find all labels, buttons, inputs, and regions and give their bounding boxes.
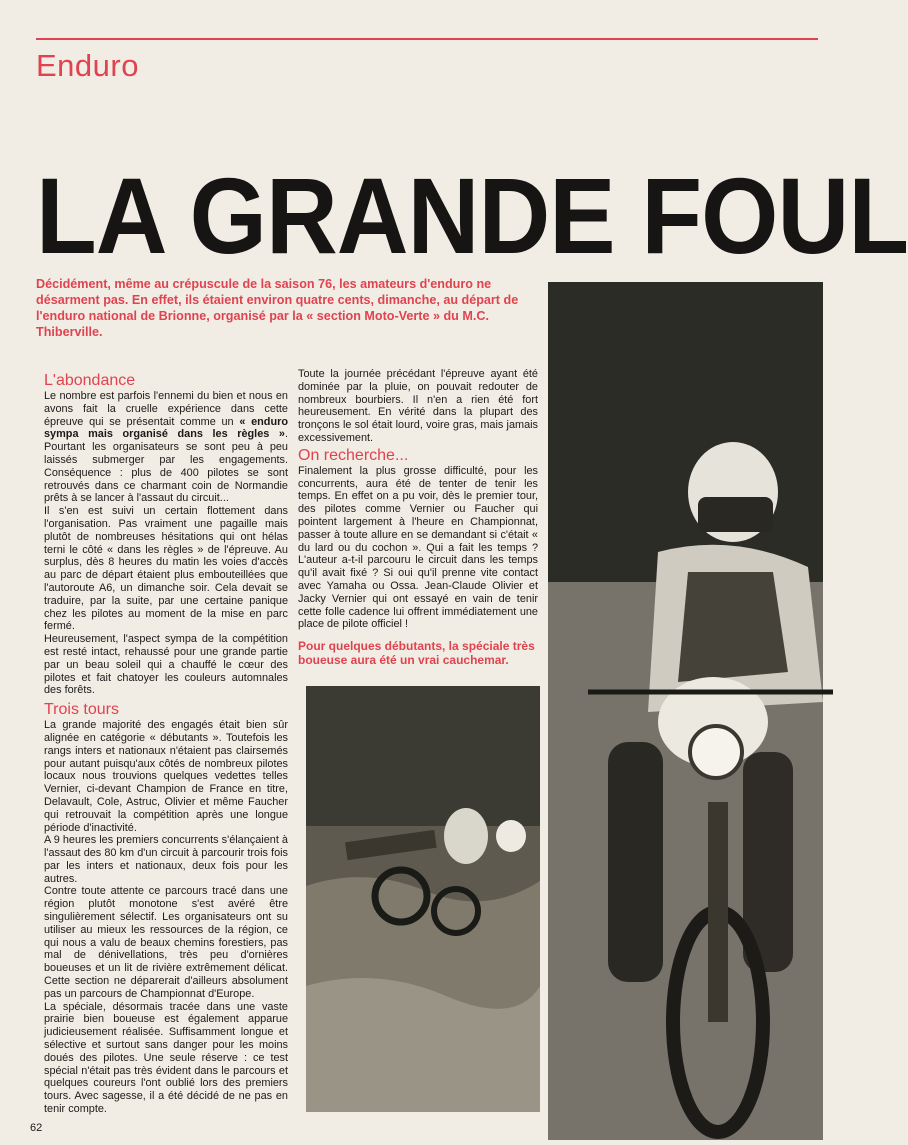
paragraph: La grande majorité des engagés était bien sûr alignée en catégorie « débutants ». Toutefois les rangs inters et nationaux n'étaient pas clairsemés pour autant puisqu'aux côtés de nombreux pilotes locaux nous trouvions quelques vedettes telles Vernier, ci-devant Champion de France en titre, Delavault, Cole, Astruc, Olivier et même Faucher qui retrouvait la compétition après une longue période d'inactivité. bbox=[44, 719, 288, 834]
headline: LA GRANDE FOUL bbox=[36, 155, 908, 276]
page-number: 62 bbox=[30, 1122, 43, 1134]
photo-caption: Pour quelques débutants, la spéciale très boueuse aura été un vrai cauchemar. bbox=[298, 639, 535, 668]
paragraph: Contre toute attente ce parcours tracé dans une région plutôt monotone s'est avéré être singulièrement sélectif. Les organisateurs ont su utiliser au mieux les ressources de la région, ce qui nous a valu de beaux chemins forestiers, pas mal de dénivellations, très peu d'ornières boueuses et un lit de rivière extrêmement délicat. Cette section ne déparerait d'ailleurs absolument pas un parcours de Championnat d'Europe. bbox=[44, 885, 288, 1000]
photo-rider-portrait bbox=[548, 282, 823, 1140]
paragraph: Finalement la plus grosse difficulté, pour les concurrents, aura été de tenter de tenir les temps. En effet on a pu voir, dès le premier tour, des pilotes comme Vernier ou Faucher qui pointent largement à l'heure en Championnat, passer à toute allure en se demandant si c'était « du lard ou du cochon ». Qui a fait les temps ? L'auteur a-t-il parcouru le circuit dans les temps qu'il avait fixé ? Si oui qu'il prenne vite contact avec Yamaha ou Ossa. Jean-Claude Olivier et Jacky Vernier qui ont essayé en vain de tenir cette folle cadence lui offrent immédiatement une place de pilote officiel ! bbox=[298, 464, 538, 631]
section-label: Enduro bbox=[36, 48, 139, 83]
photo-mud-crash-illustration bbox=[306, 686, 540, 1112]
paragraph: Heureusement, l'aspect sympa de la compétition est resté intact, rehaussé pour une grande partie par un beau soleil qui a chauffé le cœur des pilotes et fait chatoyer les couleurs automnales des forêts. bbox=[44, 633, 288, 697]
paragraph: A 9 heures les premiers concurrents s'élançaient à l'assaut des 80 km d'un circuit à parcourir trois fois par les inters et nationaux, deux fois pour les autres. bbox=[44, 834, 288, 885]
section-title-on-recherche: On recherche... bbox=[298, 446, 409, 464]
paragraph: Il s'en est suivi un certain flottement dans l'organisation. Pas vraiment une pagaille mais plutôt de nombreuses hésitations qui ont hélas terni le côté « dans les règles » de l'épreuve. Au surplus, dès 8 heures du matin les voies d'accès au parc de départ étaient plus embouteillées que l'autoroute A6, un dimanche soir. Cela devait se traduire, par la suite, par une certaine panique chez les pilotes au moment de la mise en parc fermé. bbox=[44, 505, 288, 633]
column-left bbox=[44, 372, 288, 1116]
section-title-abondance: L'abondance bbox=[44, 372, 136, 389]
section-title-trois-tours: Trois tours bbox=[44, 701, 119, 719]
paragraph: La spéciale, désormais tracée dans une vaste prairie bien boueuse est également apparue judicieusement réalisée. Suffisamment longue et sélective et surtout sans danger pour les moins doués des pilotes. Une seule réserve : ce test spécial n'était pas très évident dans le parcours et quelques coureurs l'ont oublié lors des premiers tours. Avec sagesse, il a été décidé de ne pas en tenir compte. bbox=[44, 1000, 288, 1116]
paragraph: Toute la journée précédant l'épreuve ayant été dominée par la pluie, on pouvait redouter de nombreux bourbiers. Il n'en a rien été fort heureusement. En vérité dans la plupart des tronçons le sol était lourd, voire gras, mais jamais excessivement. bbox=[298, 368, 538, 444]
top-rule bbox=[36, 38, 818, 40]
paragraph: Le nombre est parfois l'ennemi du bien et nous en avons fait la cruelle expérience dans cette épreuve qui se présentait comme un « enduro sympa mais organisé dans les règles ». Pourtant les organisateurs se sont peu à peu laissés submerger par les engagements. Conséquence : plus de 400 pilotes se sont retrouvés dans ce charmant coin de Normandie prêts à se lancer à l'assaut du circuit... bbox=[44, 390, 288, 505]
photo-mud-crash bbox=[306, 686, 540, 1112]
intro-paragraph: Décidément, même au crépuscule de la saison 76, les amateurs d'enduro ne désarment pas. En effet, ils étaient environ quatre cents, dimanche, au départ de l'enduro national de Brionne, organisé par la « section Moto-Verte » du M.C. Thiberville. bbox=[36, 277, 519, 339]
column-middle bbox=[298, 368, 538, 667]
photo-rider-illustration bbox=[548, 282, 823, 1140]
